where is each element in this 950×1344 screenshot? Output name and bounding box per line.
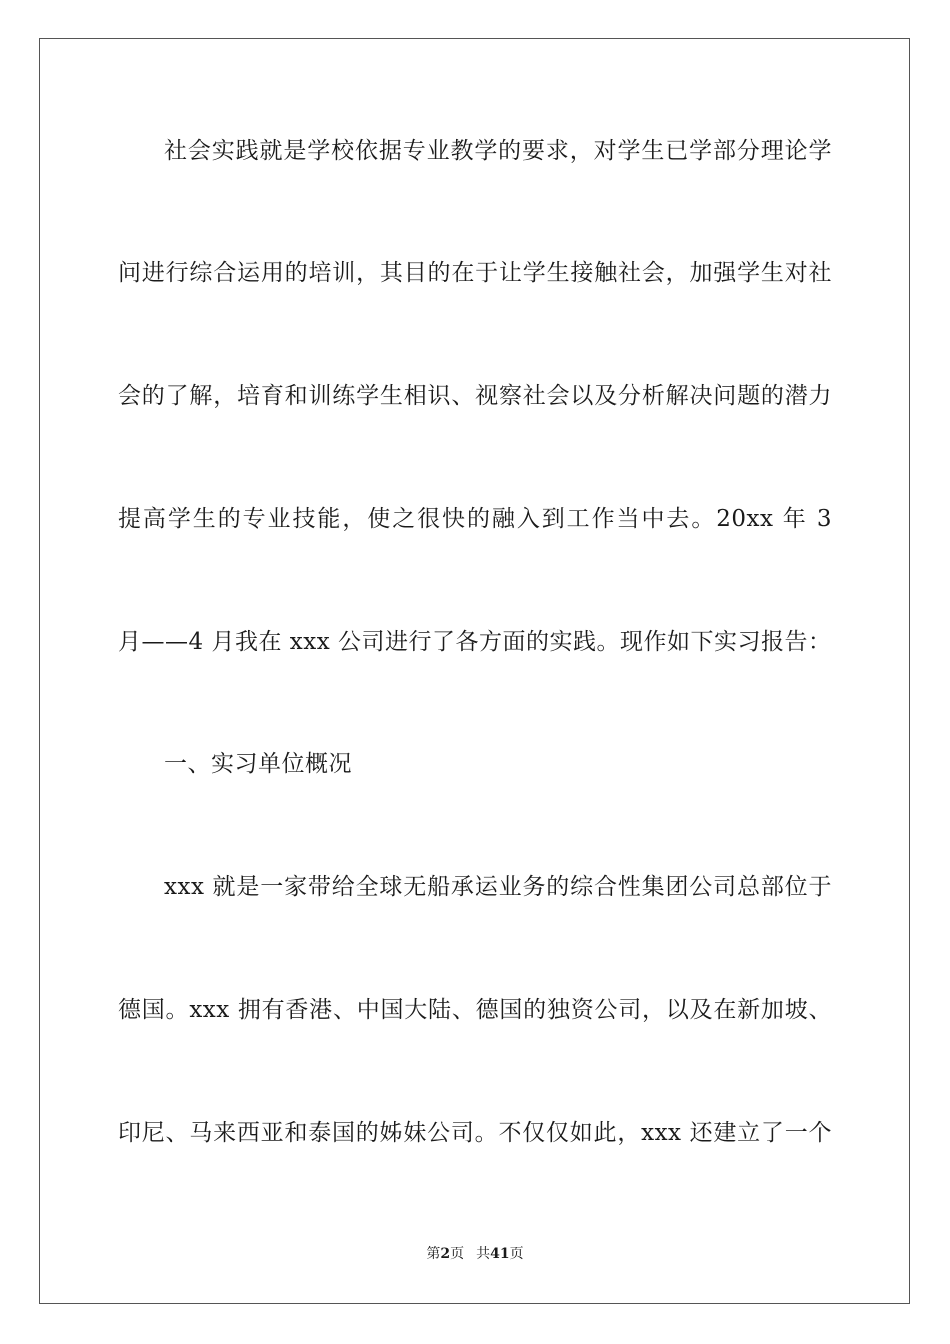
page-number: 2 [440, 1246, 451, 1262]
paragraph-line-4: 提高学生的专业技能，使之很快的融入到工作当中去。20xx 年 3 [118, 506, 832, 532]
paragraph-line-1: 社会实践就是学校依据专业教学的要求，对学生已学部分理论学 [164, 138, 832, 164]
paragraph-line-2: 问进行综合运用的培训，其目的在于让学生接触社会，加强学生对社 [118, 260, 832, 286]
page-footer [0, 1245, 950, 1263]
paragraph-line-6: xxx 就是一家带给全球无船承运业务的综合性集团公司总部位于 [164, 874, 832, 900]
page-border [39, 38, 910, 1304]
total-prefix: 共 [476, 1246, 491, 1262]
page-prefix: 第 [426, 1246, 441, 1262]
total-pages: 41 [490, 1246, 510, 1262]
paragraph-line-5: 月——4 月我在 xxx 公司进行了各方面的实践。现作如下实习报告： [118, 629, 832, 655]
section-heading: 一、实习单位概况 [164, 751, 352, 777]
paragraph-line-7: 德国。xxx 拥有香港、中国大陆、德国的独资公司，以及在新加坡、 [118, 997, 832, 1023]
page-suffix: 页 [450, 1246, 465, 1262]
total-suffix: 页 [509, 1246, 524, 1262]
paragraph-line-8: 印尼、马来西亚和泰国的姊妹公司。不仅仅如此，xxx 还建立了一个 [118, 1120, 832, 1146]
paragraph-line-3: 会的了解，培育和训练学生相识、视察社会以及分析解决问题的潜力 [118, 383, 832, 409]
